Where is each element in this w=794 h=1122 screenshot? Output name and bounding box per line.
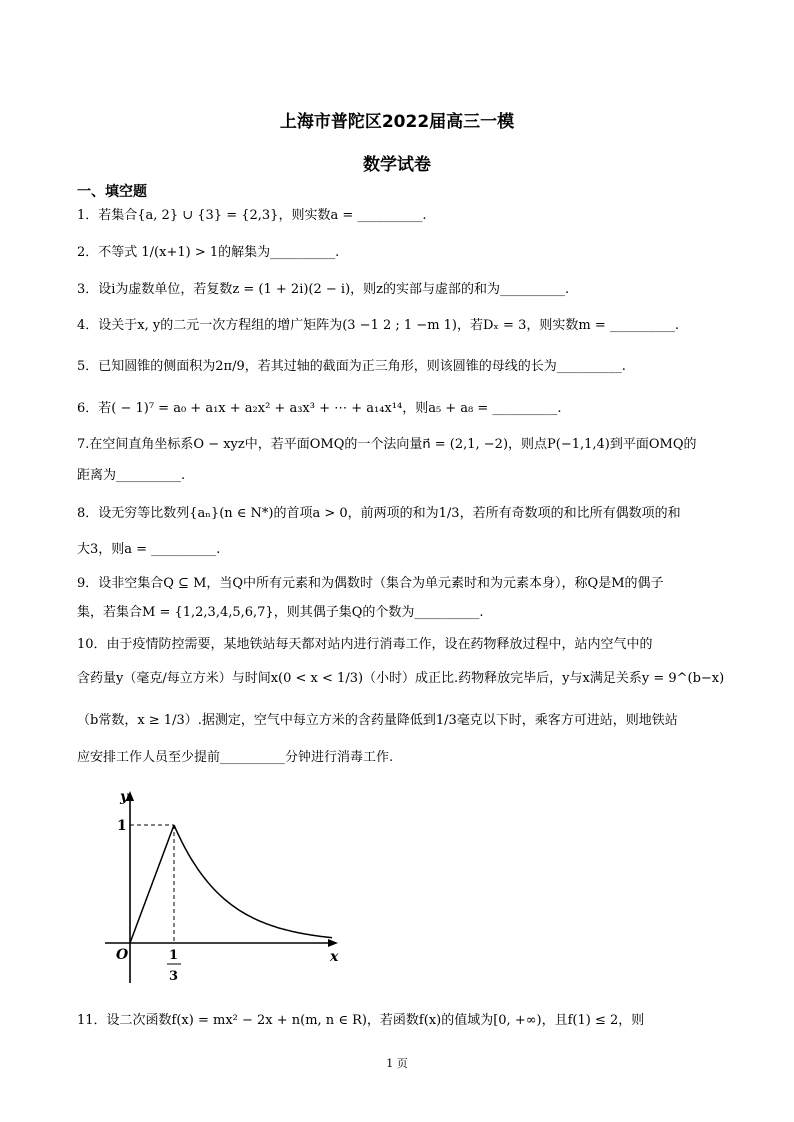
question-7-line-2: 距离为__________. [77, 468, 186, 483]
y-axis-label: y [120, 789, 129, 805]
question-3: 3．设i为虚数单位，若复数z = (1 + 2i)(2 − i)，则z的实部与虚部的和为__________. [77, 282, 570, 297]
x-tick-numerator: 1 [169, 948, 179, 963]
x-axis-arrow-icon [328, 939, 338, 947]
question-4: 4．设关于x, y的二元一次方程组的增广矩阵为(3 −1 2 ; 1 −m 1)，若Dₓ = 3，则实数m = __________. [77, 318, 679, 333]
question-11: 11．设二次函数f(x) = mx² − 2x + n(m, n ∈ R)，若函数f(x)的值域为[0, +∞)，且f(1) ≤ 2，则 [77, 1013, 645, 1028]
question-9-line-1: 9．设非空集合Q ⊆ M，当Q中所有元素和为偶数时（集合为单元素时和为元素本身），称Q是M的偶子 [77, 576, 664, 591]
question-10-line-3: （b常数，x ≥ 1/3）.据测定，空气中每立方米的含药量降低到1/3毫克以下时，乘客方可进站，则地铁站 [77, 713, 678, 728]
page-number: 1 页 [386, 1057, 408, 1070]
decay-graph [100, 783, 350, 993]
question-10-line-2: 含药量y（毫克/每立方米）与时间x(0 < x < 1/3)（小时）成正比.药物释放完毕后，y与x满足关系y = 9^(b−x) [77, 671, 725, 686]
question-6: 6．若( − 1)⁷ = a₀ + a₁x + a₂x² + a₃x³ + ⋯ + a₁₄x¹⁴，则a₅ + a₈ = __________. [77, 401, 562, 416]
decay-curve [174, 825, 332, 938]
section-heading: 一、填空题 [77, 184, 147, 200]
question-8-line-2: 大3，则a = __________. [77, 542, 221, 557]
page-title: 上海市普陀区2022届高三一模 [279, 112, 515, 132]
rising-segment [130, 825, 174, 943]
question-5: 5．已知圆锥的侧面积为2π/9，若其过轴的截面为正三角形，则该圆锥的母线的长为__________. [77, 359, 626, 374]
question-9-line-2: 集，若集合M = {1,2,3,4,5,6,7}，则其偶子集Q的个数为__________. [77, 605, 484, 620]
x-axis-label: x [330, 949, 339, 965]
question-10-line-1: 10．由于疫情防控需要，某地铁站每天都对站内进行消毒工作，设在药物释放过程中，站内空气中的 [77, 637, 653, 652]
question-7-line-1: 7.在空间直角坐标系O − xyz中，若平面OMQ的一个法向量n⃗ = (2,1, −2)，则点P(−1,1,4)到平面OMQ的 [77, 437, 697, 452]
page-subtitle: 数学试卷 [363, 155, 431, 175]
question-10-line-4: 应安排工作人员至少提前__________分钟进行消毒工作. [77, 750, 394, 765]
y-tick-label: 1 [117, 818, 127, 834]
question-2: 2．不等式 1/(x+1) > 1的解集为__________. [77, 245, 340, 260]
origin-label: O [116, 947, 129, 963]
question-8-line-1: 8．设无穷等比数列{aₙ}(n ∈ N*)的首项a > 0，前两项的和为1/3，若所有奇数项的和比所有偶数项的和 [77, 506, 681, 521]
question-1: 1．若集合{a, 2} ∪ {3} = {2,3}，则实数a = __________. [77, 208, 427, 223]
x-tick-denominator: 3 [169, 969, 179, 984]
